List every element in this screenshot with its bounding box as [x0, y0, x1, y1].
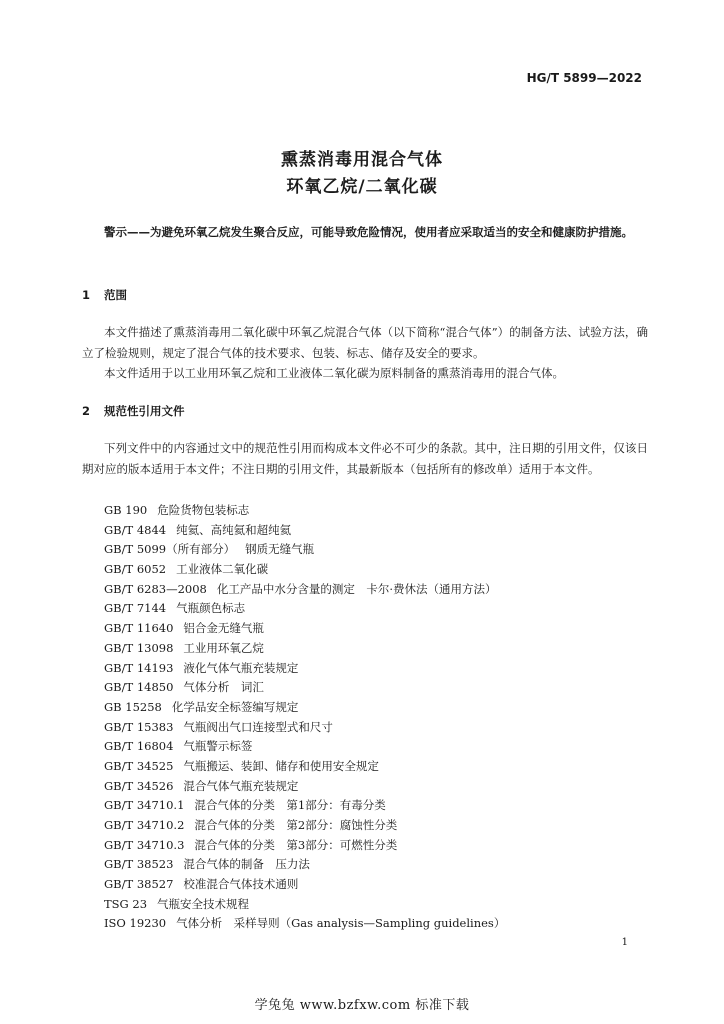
- reference-name: 混合气体的制备 压力法: [183, 857, 310, 872]
- reference-name: 工业液体二氧化碳: [176, 562, 269, 577]
- reference-item: [104, 777, 505, 797]
- reference-item: [104, 718, 505, 738]
- reference-item: [104, 855, 505, 875]
- reference-item: [104, 540, 505, 560]
- reference-code: GB/T 4844: [104, 522, 167, 537]
- reference-item: [104, 619, 505, 639]
- reference-item: [104, 678, 505, 698]
- section-2-heading: [82, 403, 185, 419]
- document-title-line2: 环氧乙烷/二氧化碳: [286, 177, 438, 197]
- reference-code: GB/T 38523: [104, 857, 174, 872]
- reference-name: 化工产品中水分含量的测定 卡尔·费休法（通用方法）: [216, 581, 497, 596]
- reference-name: 钢质无缝气瓶: [245, 542, 315, 557]
- reference-item: [104, 599, 505, 619]
- reference-name: 校准混合气体技术通则: [183, 877, 299, 892]
- section-1-paragraph-1: 本文件描述了熏蒸消毒用二氧化碳中环氧乙烷混合气体（以下简称“混合气体”）的制备方法、试验方法，确立了检验规则，规定了混合气体的技术要求、包装、标志、储存及安全的要求。: [82, 325, 648, 360]
- reference-item: [104, 698, 505, 718]
- section-2-title: 规范性引用文件: [104, 404, 185, 418]
- reference-code: GB/T 14193: [104, 660, 174, 675]
- reference-code: GB/T 6052: [104, 562, 167, 577]
- reference-code: GB/T 38527: [104, 877, 174, 892]
- reference-code: GB 190: [104, 503, 148, 517]
- reference-code: GB/T 11640: [104, 621, 174, 636]
- reference-item: [104, 836, 505, 856]
- reference-name: 混合气体的分类 第2部分：腐蚀性分类: [194, 818, 398, 832]
- reference-item: [104, 796, 505, 816]
- reference-item: [104, 639, 505, 659]
- section-1-paragraph-2: 本文件适用于以工业用环氧乙烷和工业液体二氧化碳为原料制备的熏蒸消毒用的混合气体。: [104, 366, 564, 380]
- page-number: 1: [621, 937, 628, 948]
- reference-item: [104, 501, 505, 521]
- reference-name: 化学品安全标签编写规定: [171, 699, 299, 714]
- reference-code: ISO 19230: [104, 916, 167, 931]
- standard-code: HG/T 5899—2022: [526, 71, 642, 85]
- reference-name: 气瓶颜色标志: [176, 601, 246, 616]
- reference-name: 工业用环氧乙烷: [183, 640, 264, 655]
- reference-code: GB/T 6283—2008: [104, 581, 207, 596]
- section-2-number: 2: [82, 404, 91, 418]
- reference-item: [104, 816, 505, 836]
- reference-item: [104, 914, 505, 934]
- reference-code: GB/T 34526: [104, 778, 174, 793]
- reference-name: 混合气体的分类 第1部分：有毒分类: [194, 798, 386, 813]
- reference-name: 气体分析 词汇: [183, 680, 264, 695]
- section-1-number: 1: [82, 288, 91, 302]
- reference-code: GB/T 15383: [104, 719, 174, 734]
- document-title-line1: 熏蒸消毒用混合气体: [281, 150, 443, 170]
- reference-code: GB/T 34525: [104, 758, 174, 773]
- reference-item: [104, 737, 505, 757]
- reference-name: 气瓶搬运、装卸、储存和使用安全规定: [183, 758, 379, 773]
- reference-name: 纯氦、高纯氦和超纯氦: [176, 522, 292, 537]
- reference-code: GB/T 34710.3: [104, 837, 185, 852]
- reference-name: 气瓶安全技术规程: [157, 896, 250, 911]
- reference-code: GB/T 16804: [104, 739, 174, 754]
- reference-code: TSG 23: [104, 896, 148, 911]
- reference-code: GB/T 14850: [104, 680, 174, 695]
- footer-watermark: 学兔兔 www.bzfxw.com 标准下载: [254, 998, 470, 1013]
- section-1-heading: [82, 287, 127, 303]
- warning-text: 警示——为避免环氧乙烷发生聚合反应，可能导致危险情况，使用者应采取适当的安全和健康防护措施。: [104, 225, 633, 239]
- reference-code: GB/T 7144: [104, 601, 167, 616]
- reference-name: 混合气体气瓶充装规定: [183, 778, 299, 793]
- reference-code: GB 15258: [104, 699, 162, 714]
- reference-code: GB/T 5099（所有部分）: [104, 542, 236, 557]
- reference-name: 气体分析 采样导则（Gas analysis—Sampling guidelines）: [176, 916, 506, 931]
- reference-item: [104, 659, 505, 679]
- reference-name: 铝合金无缝气瓶: [183, 621, 264, 636]
- reference-name: 气瓶警示标签: [183, 739, 253, 754]
- reference-name: 液化气体气瓶充装规定: [183, 660, 299, 675]
- reference-item: [104, 895, 505, 915]
- reference-item: [104, 521, 505, 541]
- reference-item: [104, 560, 505, 580]
- reference-code: GB/T 34710.1: [104, 798, 185, 813]
- reference-name: 气瓶阀出气口连接型式和尺寸: [183, 719, 333, 734]
- reference-code: GB/T 34710.2: [104, 818, 185, 832]
- section-2-paragraph-1: 下列文件中的内容通过文中的规范性引用而构成本文件必不可少的条款。其中，注日期的引用文件，仅该日期对应的版本适用于本文件；不注日期的引用文件，其最新版本（包括所有的修改单）适用于本文件。: [82, 441, 648, 476]
- reference-item: [104, 757, 505, 777]
- section-1-title: 范围: [104, 288, 127, 302]
- reference-code: GB/T 13098: [104, 640, 174, 655]
- reference-item: [104, 875, 505, 895]
- reference-item: [104, 580, 505, 600]
- normative-references-list: [104, 501, 505, 934]
- reference-name: 混合气体的分类 第3部分：可燃性分类: [194, 837, 398, 852]
- reference-name: 危险货物包装标志: [157, 503, 250, 517]
